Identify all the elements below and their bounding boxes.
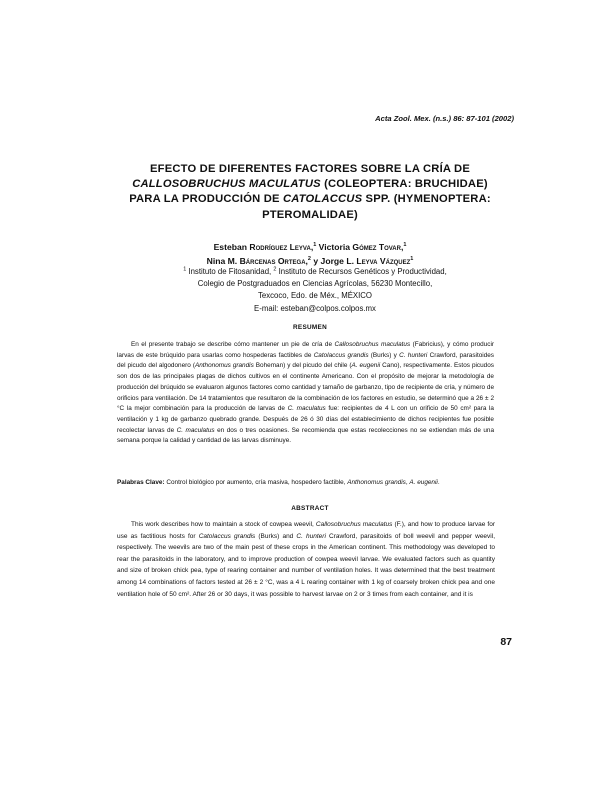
affil-inst-1: Instituto de Fitosanidad, (186, 267, 274, 276)
author-4-first: y Jorge L. (310, 256, 357, 266)
keywords (117, 478, 494, 489)
affiliations (100, 266, 530, 315)
author-1-last: Rodríguez Leyva (249, 242, 311, 252)
resumen-text: Boheman) y del picudo del chile ( (253, 362, 352, 370)
abstract-text: This work describes how to maintain a stock of cowpea weevil, (131, 521, 316, 528)
resumen-text: Cano), respectivamente. Estos picudos son dos de las principales plagas de dichos cultivos en el continente Americano. Con el propósito de mejorar la metodología de producción del brúquido se evaluaron algunos factores como cantidad y tamaño de garbanzo, tipo de recipiente de cría, y número de orificios para ventilación. De 14 tratamientos que resultaron de la combinación de los factores en estudio, se determinó que a 26 ± 2 °C la mejor combinación para la producción de larvas de (117, 362, 494, 413)
resumen-species: Catolaccus grandis (313, 351, 369, 359)
abstract-text: (Burks) and (255, 532, 297, 540)
resumen-species: A. eugenii (351, 362, 381, 370)
author-list (100, 240, 520, 268)
resumen-species: C. hunteri (399, 351, 428, 359)
keyword-species: Anthonomus grandis (347, 479, 406, 486)
title-species: CALLOSOBRUCHUS MACULATUS (132, 178, 321, 191)
author-2-first: Victoria (316, 242, 353, 252)
keywords-text: Control biológico por aumento, cría masiva, hospedero factible, (164, 479, 348, 486)
title-order: (COLEOPTERA: BRUCHIDAE) (320, 178, 488, 191)
author-3-first: Nina M. (206, 256, 240, 266)
resumen-text: fue: recipientes de 4 L con un orificio de 50 cm² para la ventilación y 1 kg de garbanzo quebrado grande. Después de 26 ó 30 días del establecimiento de dichos recipientes fue posible recolectar larvas de (117, 405, 494, 434)
resumen-species: Anthonomus grandis (194, 362, 254, 370)
resumen-text: (Burks) y (368, 351, 400, 359)
keywords-separator: , (405, 479, 410, 486)
affiliation-line-2: Colegio de Postgraduados en Ciencias Agrícolas, 56230 Montecillo, (197, 279, 433, 289)
affiliation-line-3: Texcoco, Edo. de Méx., MÉXICO (258, 291, 372, 301)
title-line-2 (100, 177, 520, 192)
keywords-end: . (437, 479, 440, 486)
title-line-3-rest: SPP. (HYMENOPTERA: (362, 193, 491, 206)
abstract-text: Crawford, parasitoids of boll weevil and pepper weevil, respectively. The weevils are two of the main pest of these crops in the American continent. This methodology was developed to rear the parasitoids in the laboratory, and to improve production of cowpea weevil larvae. We evaluated factors such as quantity and size of broken chick pea, type of rearing container and number of ventilation holes. It was determined that the best treatment among 14 combinations of factors tested at 26 ± 2 °C, was a 4 L rearing container with 1 kg of coarsely broken chick pea and one ventilation hole of 50 cm². After 26 or 30 days, it was possible to harvest larvae on 2 or 3 times from each container, and it is (117, 532, 495, 598)
resumen-species: Callosobruchus maculatus (334, 341, 411, 348)
resumen-heading: RESUMEN (292, 324, 328, 331)
author-2-last: Gómez Tovar (352, 242, 401, 252)
title-line-1: EFECTO DE DIFERENTES FACTORES SOBRE LA CRÍA DE (150, 163, 470, 175)
resumen-species: C. maculatus (287, 405, 326, 413)
abstract-species: Catolaccus grandis (198, 532, 256, 540)
affil-sup-1: 1 (183, 266, 187, 273)
author-3-affil: 2 (307, 256, 311, 263)
abstract-species: Callosobruchus maculatus (315, 521, 393, 528)
abstract-species: C. hunteri (296, 532, 326, 540)
resumen-paragraph (117, 340, 494, 447)
resumen-text: Crawford, parasitoides del picudo del algodonero ( (117, 351, 494, 370)
affiliation-line-1 (100, 266, 530, 278)
title-line-3 (100, 192, 520, 207)
abstract-paragraph (117, 519, 495, 600)
page-number: 87 (500, 636, 512, 648)
resumen-text: (Fabricius), y cómo producir larvas de este brúquido para usarlas como hospederas factibles de (117, 341, 494, 359)
abstract-heading: ABSTRACT (291, 505, 329, 512)
title-line-4: PTEROMALIDAE) (262, 208, 358, 221)
authors-line-1: Esteban Rodríguez Leyva,$^1$ Victoria Gómez Tovar,$^1$ (213, 242, 407, 252)
title-genus: CATOLACCUS (282, 193, 363, 206)
authors-line-2: Nina M. Bárcenas Ortega,$^2$ y Jorge L. Leyva Vázquez$^1$ (206, 256, 414, 266)
author-3-last: Bárcenas Ortega (239, 256, 306, 266)
title-line-3-start: PARA LA PRODUCCIÓN DE (129, 193, 283, 206)
author-1-first: Esteban (213, 242, 250, 252)
resumen-text: en dos o tres ocasiones. Se recomienda que estas recolecciones no se extiendan más de una semana porque la calidad y cantidad de las larvas disminuye. (117, 426, 495, 445)
article-title (100, 162, 520, 223)
keyword-species: A. eugenii (409, 479, 438, 486)
affil-inst-2: Instituto de Recursos Genéticos y Productividad, (276, 267, 447, 276)
affil-sup-2: 2 (273, 266, 277, 273)
author-4-affil: 1 (410, 256, 414, 263)
resumen-text: En el presente trabajo se describe cómo mantener un pie de cría de (131, 341, 335, 348)
author-2-affil: 1 (403, 242, 407, 249)
keywords-label: Palabras Clave: (117, 479, 165, 486)
author-4-last: Leyva Vázquez (356, 256, 411, 266)
resumen-species: C. maculatus (176, 426, 215, 434)
journal-reference: Acta Zool. Mex. (n.s.) 86: 87-101 (2002) (375, 114, 514, 123)
abstract-text: (F.), and how to produce larvae for use as factitious hosts for (117, 521, 495, 540)
contact-email[interactable]: E-mail: esteban@colpos.colpos.mx (254, 303, 376, 313)
author-1-affil: 1 (313, 242, 317, 249)
